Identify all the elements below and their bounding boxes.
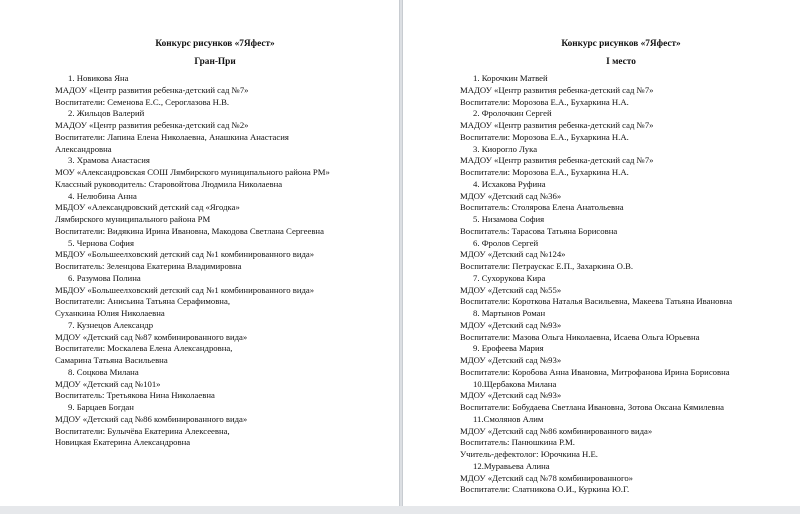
entry-detail-line: МДОУ «Детский сад №86 комбинированного вида» [55,413,248,424]
list-item [55,238,399,273]
participant-name: 6. Фролов Сергей [473,237,539,248]
list-item [460,238,800,273]
entry-detail-line: Воспитатели: Морозова Е.А., Бухаркина Н.А. [460,96,629,107]
list-item [460,179,800,214]
entry-detail-line: Воспитатель: Столярова Елена Анатольевна [460,202,624,213]
list-item [460,73,800,108]
participant-name: 3. Киорогло Лука [473,143,538,154]
entry-detail-line: Воспитатели: Коробова Анна Ивановна, Митрофанова Ирина Борисовна [460,366,730,377]
document-page-right [403,0,800,514]
entry-detail-line: Воспитатели: Семенова Е.С., Сероглазова Н.В. [55,96,230,107]
entry-detail-line: Воспитатель: Зеленцова Екатерина Владимировна [55,261,242,271]
section-heading: I место [606,57,636,67]
entry-detail-line: МДОУ «Детский сад №101» [55,378,161,389]
entry-detail-line: Учитель-дефектолог: Юрочкина Н.Е. [460,449,598,459]
entry-detail-line: МДОУ «Детский сад №78 комбинированного» [460,472,634,483]
entry-detail-line: Воспитатели: Бобудаева Светлана Ивановна, Зотова Оксана Кямилевна [460,402,724,412]
entry-detail-line: Воспитатели: Петраускас Е.П., Захаркина О.В. [460,261,634,271]
section-heading: Гран-При [194,57,236,67]
entry-detail-line: МДОУ «Детский сад №93» [460,355,562,365]
entry-detail-line: Воспитатели: Короткова Наталья Васильевна, Макеева Татьяна Ивановна [460,296,733,307]
entry-detail-line: МДОУ «Детский сад №124» [460,249,566,260]
list-item [55,367,399,402]
entry-detail-line: Лямбирского муниципального района РМ [55,214,211,224]
entry-detail-line: МДОУ «Детский сад №93» [460,390,562,401]
entry-detail-line: Александровна [55,143,112,154]
entry-detail-line: МАДОУ «Центр развития ребенка-детский сад №7» [460,84,654,95]
list-item [55,273,399,320]
list-item [460,144,800,179]
entry-detail-line: Классный руководитель: Старовойтова Людмила Николаевна [55,178,283,189]
participant-name: 1. Новикова Яна [68,73,129,83]
entry-detail-line: МДОУ «Детский сад №86 комбинированного вида» [460,425,653,436]
entry-detail-line: МБДОУ «Большеелховский детский сад №1 комбинированного вида» [55,249,315,260]
list-item [55,402,399,449]
entry-detail-line: МДОУ «Детский сад №36» [460,190,562,201]
list-item [460,414,800,461]
participant-name: 2. Жильцов Валерий [68,108,145,119]
participant-name: 9. Ерофеева Мария [473,343,544,354]
list-item [460,273,800,308]
entry-detail-line: МАДОУ «Центр развития ребенка-детский сад №7» [55,84,249,95]
winners-list [460,73,800,496]
entry-detail-line: Воспитатель: Тарасова Татьяна Борисовна [460,225,618,236]
entry-detail-line: Воспитатели: Слатникова О.И., Куркина Ю.Г. [460,484,630,495]
participant-name: 5. Низамова София [473,214,545,224]
entry-detail-line: Самарина Татьяна Васильевна [55,355,168,365]
list-item [460,379,800,414]
entry-detail-line: МДОУ «Детский сад №55» [460,284,562,295]
list-item [55,191,399,238]
participant-name: 8. Мартынов Роман [473,308,546,318]
page-title: Конкурс рисунков «7Яфест» [561,39,681,49]
participant-name: 4. Исхакова Руфина [473,178,546,189]
list-item [460,308,800,343]
entry-detail-line: МДОУ «Детский сад №87 комбинированного вида» [55,331,248,342]
winners-list [55,73,399,449]
entry-detail-line: Воспитатель: Третьякова Нина Николаевна [55,390,215,401]
list-item [55,155,399,190]
participant-name: 8. Соцкова Милана [68,366,139,377]
list-item [460,343,800,378]
participant-name: 4. Нелюбина Анна [68,190,137,201]
entry-detail-line: Воспитатели: Лапина Елена Николаевна, Анашкина Анастасия [55,131,289,142]
entry-detail-line: Суханкина Юлия Николаевна [55,308,165,318]
entry-detail-line: МАДОУ «Центр развития ребенка-детский сад №7» [460,155,654,166]
list-item [460,214,800,238]
list-item [460,461,800,496]
entry-detail-line: Воспитатели: Морозова Е.А., Бухаркина Н.А. [460,167,629,177]
list-item [55,73,399,108]
entry-detail-line: МАДОУ «Центр развития ребенка-детский сад №7» [460,120,654,130]
participant-name: 3. Храмова Анастасия [68,155,150,166]
list-item [55,320,399,367]
list-item [460,108,800,143]
entry-detail-line: Воспитатель: Панюшкина Р.М. [460,437,575,448]
participant-name: 5. Чернова София [68,237,134,248]
page-title: Конкурс рисунков «7Яфест» [155,39,275,49]
document-page-left [0,0,399,514]
participant-name: 1. Корочкин Матвей [473,73,548,83]
entry-detail-line: МОУ «Александровская СОШ Лямбирского муниципального района РМ» [55,167,330,177]
entry-detail-line: Воспитатели: Мазова Ольга Николаевна, Исаева Ольга Юрьевна [460,331,700,342]
entry-detail-line: Воспитатели: Морозова Е.А., Бухаркина Н.А. [460,131,629,142]
entry-detail-line: Воспитатели: Анисьина Татьяна Серафимовна, [55,296,230,307]
participant-name: 2. Фролочкин Сергей [473,108,552,119]
participant-name: 9. Барцаев Богдан [68,402,134,412]
participant-name: 11.Смолянов Алим [473,413,544,424]
participant-name: 6. Разумова Полина [68,272,141,283]
viewer-bottom-edge [0,506,800,514]
entry-detail-line: Новицкая Екатерина Александровна [55,437,191,448]
entry-detail-line: МБДОУ «Александровский детский сад «Ягодка» [55,202,240,213]
entry-detail-line: МАДОУ «Центр развития ребенка-детский сад №2» [55,120,249,130]
list-item [55,108,399,155]
participant-name: 10.Щербакова Милана [473,378,557,389]
participant-name: 7. Кузнецов Александр [68,319,154,330]
entry-detail-line: МБДОУ «Большеелховский детский сад №1 комбинированного вида» [55,284,315,295]
entry-detail-line: МДОУ «Детский сад №93» [460,319,562,330]
entry-detail-line: Воспитатели: Булычёва Екатерина Алексеевна, [55,425,230,436]
participant-name: 12.Муравьева Алина [473,460,550,471]
entry-detail-line: Воспитатели: Видякина Ирина Ивановна, Макодова Светлана Сергеевна [55,225,324,236]
participant-name: 7. Сухорукова Кира [473,272,546,283]
entry-detail-line: Воспитатели: Москалева Елена Александровна, [55,343,233,354]
